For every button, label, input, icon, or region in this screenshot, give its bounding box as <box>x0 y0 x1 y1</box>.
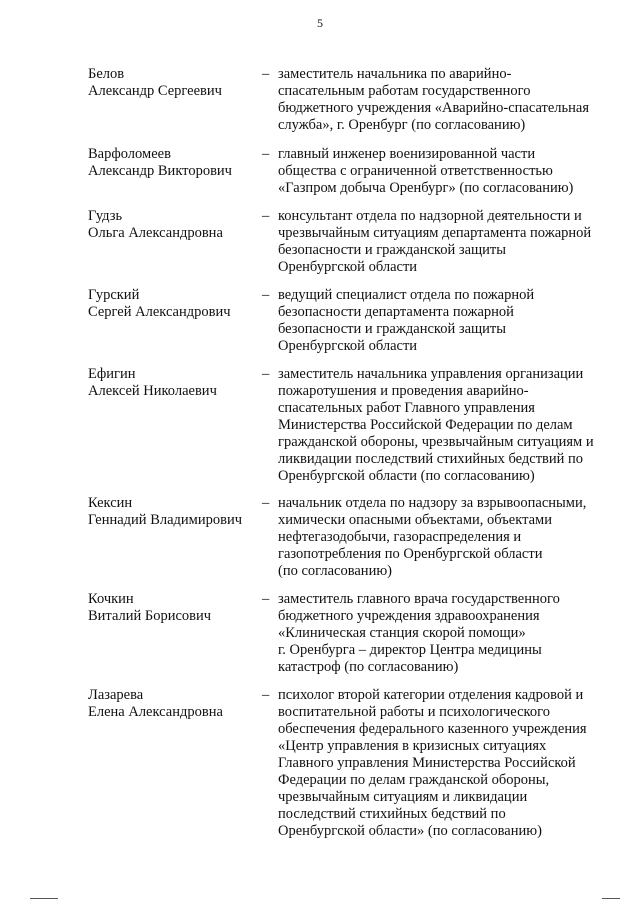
page-number: 5 <box>317 16 323 30</box>
member-given-names: Александр Сергеевич <box>88 83 222 99</box>
position-line: г. Оренбурга – директор Центра медицины <box>278 642 542 658</box>
member-name <box>88 287 258 321</box>
member-position <box>278 366 608 485</box>
member-name <box>88 366 258 400</box>
position-line: нефтегазодобычи, газораспределения и <box>278 529 522 545</box>
member-name <box>88 687 258 721</box>
position-line: «Центр управления в кризисных ситуациях <box>278 738 547 754</box>
position-line: пожаротушения и проведения аварийно- <box>278 383 529 399</box>
position-line: воспитательной работы и психологического <box>278 704 550 720</box>
position-line: «Клиническая станция скорой помощи» <box>278 625 526 641</box>
position-line: безопасности и гражданской защиты <box>278 321 507 337</box>
member-position <box>278 66 608 134</box>
position-line: Оренбургской области» (по согласованию) <box>278 823 542 839</box>
dash-separator: – <box>262 66 270 82</box>
dash-separator: – <box>262 591 270 607</box>
member-surname: Кочкин <box>88 591 134 607</box>
position-line: химически опасными объектами, объектами <box>278 512 552 528</box>
member-given-names: Виталий Борисович <box>88 608 212 624</box>
position-line: Министерства Российской Федерации по делам <box>278 417 573 433</box>
member-given-names: Геннадий Владимирович <box>88 512 243 528</box>
member-name <box>88 66 258 100</box>
member-given-names: Сергей Александрович <box>88 304 231 320</box>
position-line: «Газпром добыча Оренбург» (по согласованию) <box>278 180 574 196</box>
member-surname: Ефигин <box>88 366 136 382</box>
position-line: чрезвычайным ситуациям департамента пожарной <box>278 225 592 241</box>
member-surname: Гурский <box>88 287 140 303</box>
dash-separator: – <box>262 366 270 382</box>
position-line: Оренбургской области <box>278 259 418 275</box>
position-line: спасательных работ Главного управления <box>278 400 535 416</box>
member-given-names: Алексей Николаевич <box>88 383 217 399</box>
position-line: последствий стихийных бедствий по <box>278 806 506 822</box>
member-name <box>88 208 258 242</box>
position-line: (по согласованию) <box>278 563 392 579</box>
dash-separator: – <box>262 287 270 303</box>
position-line: консультант отдела по надзорной деятельности и <box>278 208 582 224</box>
member-surname: Лазарева <box>88 687 144 703</box>
position-line: спасательным работам государственного <box>278 83 531 99</box>
position-line: катастроф (по согласованию) <box>278 659 459 675</box>
dash-separator: – <box>262 687 270 703</box>
position-line: заместитель начальника по аварийно- <box>278 66 512 82</box>
position-line: начальник отдела по надзору за взрывоопасными, <box>278 495 587 511</box>
scan-artifact <box>602 898 620 899</box>
position-line: Оренбургской области (по согласованию) <box>278 468 535 484</box>
member-position <box>278 208 608 276</box>
position-line: ликвидации последствий стихийных бедствий по <box>278 451 584 467</box>
dash-separator: – <box>262 208 270 224</box>
position-line: служба», г. Оренбург (по согласованию) <box>278 117 526 133</box>
position-line: ведущий специалист отдела по пожарной <box>278 287 535 303</box>
position-line: газопотребления по Оренбургской области <box>278 546 543 562</box>
dash-separator: – <box>262 495 270 511</box>
member-position <box>278 146 608 197</box>
member-surname: Белов <box>88 66 125 82</box>
position-line: безопасности департамента пожарной <box>278 304 514 320</box>
member-position <box>278 287 608 355</box>
position-line: заместитель начальника управления организации <box>278 366 584 382</box>
position-line: чрезвычайным ситуациям и ликвидации <box>278 789 528 805</box>
position-line: безопасности и гражданской защиты <box>278 242 507 258</box>
member-position <box>278 495 608 580</box>
member-given-names: Ольга Александровна <box>88 225 223 241</box>
member-name <box>88 591 258 625</box>
position-line: бюджетного учреждения «Аварийно-спасательная <box>278 100 590 116</box>
scan-artifact <box>30 898 58 899</box>
position-line: Оренбургской области <box>278 338 418 354</box>
position-line: гражданской обороны, чрезвычайным ситуациям и <box>278 434 594 450</box>
position-line: бюджетного учреждения здравоохранения <box>278 608 540 624</box>
position-line: обеспечения федерального казенного учреждения <box>278 721 587 737</box>
position-line: Федерации по делам гражданской обороны, <box>278 772 550 788</box>
member-given-names: Елена Александровна <box>88 704 223 720</box>
position-line: заместитель главного врача государственного <box>278 591 560 607</box>
member-surname: Гудзь <box>88 208 123 224</box>
member-surname: Кексин <box>88 495 133 511</box>
position-line: психолог второй категории отделения кадровой и <box>278 687 584 703</box>
member-position <box>278 591 608 676</box>
dash-separator: – <box>262 146 270 162</box>
member-given-names: Александр Викторович <box>88 163 232 179</box>
position-line: главный инженер военизированной части <box>278 146 536 162</box>
member-surname: Варфоломеев <box>88 146 171 162</box>
position-line: Главного управления Министерства Российской <box>278 755 576 771</box>
member-position <box>278 687 608 840</box>
member-name <box>88 146 258 180</box>
position-line: общества с ограниченной ответственностью <box>278 163 553 179</box>
member-name <box>88 495 258 529</box>
